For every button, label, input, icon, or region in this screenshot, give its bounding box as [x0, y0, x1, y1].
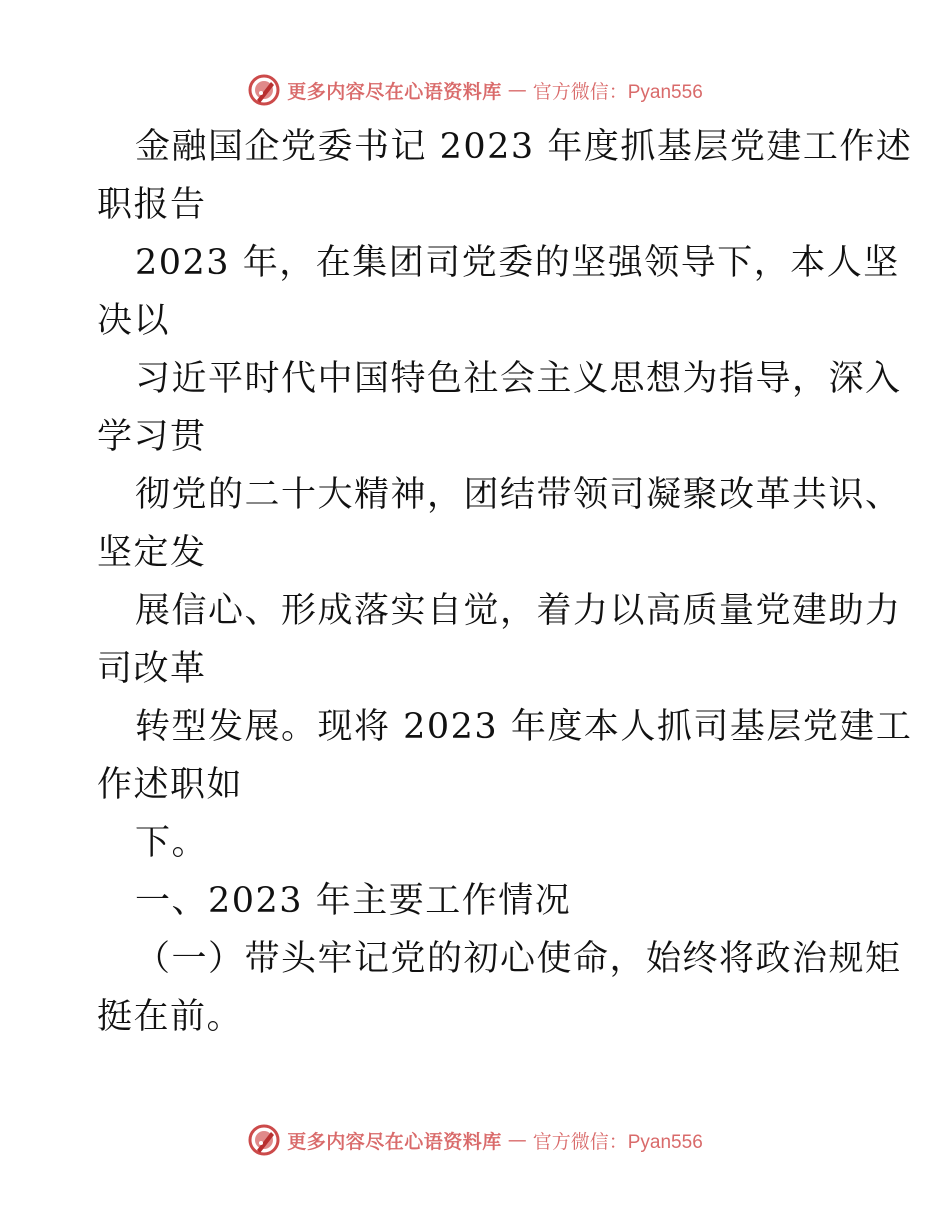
paragraph-line: 作述职如 — [97, 765, 244, 805]
paragraph-line: 转型发展。现将 2023 年度本人抓司基层党建工 — [135, 707, 913, 747]
header-watermark — [0, 70, 950, 110]
title-line-1: 金融国企党委书记 2023 年度抓基层党建工作述 — [135, 127, 913, 167]
subsection-heading-line-2: 挺在前。 — [97, 997, 244, 1037]
subsection-heading-line-1: （一）带头牢记党的初心使命，始终将政治规矩 — [135, 939, 902, 979]
watermark-brand: 更多内容尽在心语资料库 — [287, 1130, 502, 1153]
watermark-separator: — — [507, 79, 527, 101]
paragraph-line: 决以 — [97, 301, 171, 341]
pen-nib-circle-icon — [247, 1123, 281, 1157]
paragraph-line: 2023 年，在集团司党委的坚强领导下，本人坚 — [135, 243, 900, 283]
watermark-brand: 更多内容尽在心语资料库 — [287, 80, 502, 103]
title-line-2: 职报告 — [97, 185, 207, 225]
pen-nib-circle-icon — [247, 73, 281, 107]
paragraph-line: 习近平时代中国特色社会主义思想为指导，深入 — [135, 359, 902, 399]
watermark-separator: — — [507, 1129, 527, 1151]
paragraph-line: 彻党的二十大精神，团结带领司凝聚改革共识、 — [135, 475, 902, 515]
paragraph-line: 坚定发 — [97, 533, 207, 573]
watermark-contact: 官方微信：Pyan556 — [532, 1131, 703, 1153]
footer-watermark — [0, 1120, 950, 1160]
document-body — [97, 118, 913, 1046]
section-heading: 一、2023 年主要工作情况 — [135, 881, 572, 921]
watermark-contact: 官方微信：Pyan556 — [532, 81, 703, 103]
paragraph-line: 司改革 — [97, 649, 207, 689]
paragraph-line: 展信心、形成落实自觉，着力以高质量党建助力 — [135, 591, 902, 631]
paragraph-line: 下。 — [135, 823, 209, 863]
paragraph-line: 学习贯 — [97, 417, 207, 457]
